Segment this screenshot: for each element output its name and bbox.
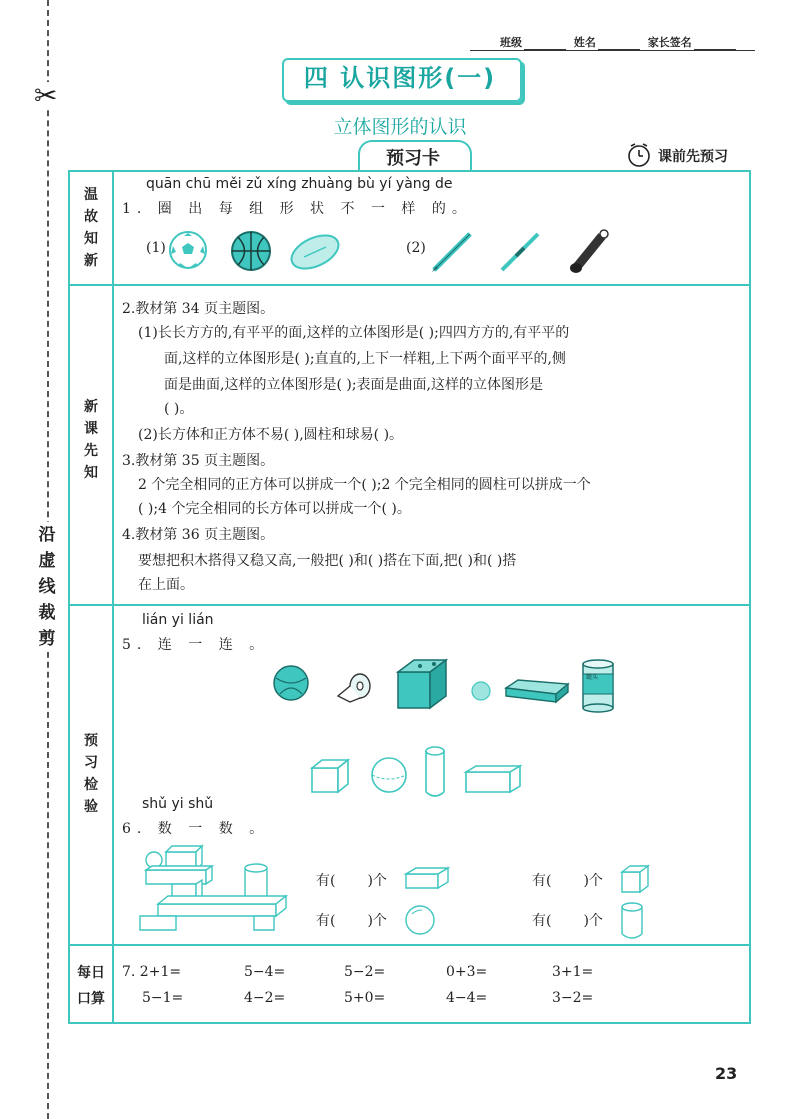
q2-line5: (2)长方体和正方体不易( ),圆柱和球易( )。 (138, 427, 404, 443)
q7-r1-c1: 7. 2+1= (122, 964, 182, 980)
book-object-icon (504, 676, 570, 706)
q3-line2: ( );4 个完全相同的长方体可以拼成一个( )。 (138, 501, 411, 517)
parent-signature-label: 家长签名 (647, 36, 692, 49)
review-label-text: 温故知新 (84, 187, 98, 269)
block-tower-illustration (136, 842, 286, 938)
have-text: 有( (316, 873, 336, 889)
q7-r2-c4: 4−4= (446, 990, 488, 1006)
q2-line2: 面,这样的立体图形是( );直直的,上下一样粗,上下两个面平平的,侧 (164, 351, 566, 367)
name-blank[interactable] (598, 39, 640, 50)
have-text: 有( (316, 913, 336, 929)
sphere-shape-icon (370, 756, 408, 794)
row-divider-3 (68, 944, 751, 946)
q7-r1-c3: 5−2= (344, 964, 386, 980)
q2-title: 2.教材第 34 页主题图。 (122, 301, 275, 317)
q5-pinyin: lián yi lián (142, 612, 214, 628)
section-label-new-lesson (70, 396, 112, 484)
preview-tag: 课前先预习 (658, 149, 728, 165)
class-label: 班级 (500, 36, 522, 49)
box-object-icon (394, 658, 450, 712)
q2-line1: (1)长长方方的,有平平的面,这样的立体图形是( );四四方方的,有平平的 (138, 325, 570, 341)
cuboid-shape-icon (464, 764, 522, 794)
q7-r1-c2: 5−4= (244, 964, 286, 980)
q1-text: 1. 圈 出 每 组 形 状 不 一 样 的。 (122, 201, 472, 217)
sphere-count-icon (404, 904, 436, 936)
tissue-roll-icon (334, 670, 376, 706)
cylinder-count-icon (620, 902, 644, 940)
scroll-icon (568, 226, 612, 276)
have-text: 有( (532, 913, 552, 929)
column-divider (112, 170, 114, 1024)
cylinder-shape-icon (424, 746, 446, 798)
unit-title: 四 认识图形(一) (303, 64, 497, 92)
q2-line4: ( )。 (164, 401, 194, 417)
can-label: 罐头 (586, 674, 599, 681)
q1-pinyin: quān chū měi zǔ xíng zhuàng bù yí yàng de (146, 176, 453, 192)
q6-sphere-have (316, 910, 387, 930)
new-lesson-label-text: 新课先知 (84, 399, 98, 481)
q6-cuboid-have (316, 870, 387, 890)
q7-r1-c4: 0+3= (446, 964, 488, 980)
q1-group2-label: (2) (406, 240, 426, 256)
name-label: 姓名 (573, 36, 596, 49)
student-info-fields (500, 34, 740, 50)
q7-r2-c3: 5+0= (344, 990, 386, 1006)
basketball-icon (230, 230, 272, 272)
unit-text: )个 (367, 873, 387, 889)
header-rule (470, 50, 755, 51)
page-number: 23 (715, 1064, 738, 1083)
rugby-ball-icon (288, 232, 342, 272)
q6-pinyin: shǔ yi shǔ (142, 796, 214, 812)
small-ball-icon (470, 680, 492, 702)
q7-r2-c2: 4−2= (244, 990, 286, 1006)
section-label-check (70, 730, 112, 818)
q5-text: 5. 连 一 连 。 (122, 637, 270, 653)
q6-text: 6. 数 一 数 。 (122, 821, 270, 837)
q3-title: 3.教材第 35 页主题图。 (122, 453, 275, 469)
cube-shape-icon (310, 758, 350, 794)
q6-cylinder-have (532, 910, 603, 930)
q2-line3: 面是曲面,这样的立体图形是( );表面是曲面,这样的立体图形是 (164, 377, 543, 393)
cuboid-count-icon (404, 866, 450, 890)
can-object-icon (580, 658, 616, 714)
q6-cube-have (532, 870, 603, 890)
unit-text: )个 (583, 913, 603, 929)
pencil-icon (430, 230, 474, 274)
daily-label-text: 每日口算 (77, 965, 105, 1007)
q4-line2: 在上面。 (138, 577, 194, 593)
row-divider-2 (68, 604, 751, 606)
q7-r1-c5: 3+1= (552, 964, 594, 980)
lesson-title: 立体图形的认识 (333, 116, 467, 138)
unit-text: )个 (367, 913, 387, 929)
q7-r2-c5: 3−2= (552, 990, 594, 1006)
class-blank[interactable] (524, 39, 566, 50)
check-label-text: 预习检验 (84, 733, 98, 815)
scissors-icon: ✂ (34, 79, 58, 112)
row-divider-1 (68, 284, 751, 286)
q7-r2-c1: 5−1= (142, 990, 184, 1006)
clock-icon (626, 142, 652, 168)
cut-label: 沿虚线裁剪 (34, 522, 60, 652)
section-label-review (70, 184, 112, 272)
q1-group1-label: (1) (146, 240, 166, 256)
q4-title: 4.教材第 36 页主题图。 (122, 527, 275, 543)
stick-icon (498, 230, 542, 274)
soccer-ball-icon (168, 230, 208, 270)
unit-text: )个 (583, 873, 603, 889)
ball-object-icon (272, 664, 310, 702)
q3-line1: 2 个完全相同的正方体可以拼成一个( );2 个完全相同的圆柱可以拼成一个 (138, 477, 591, 493)
have-text: 有( (532, 873, 552, 889)
q4-line1: 要想把积木搭得又稳又高,一般把( )和( )搭在下面,把( )和( )搭 (138, 553, 517, 569)
section-label-daily (70, 960, 112, 1012)
cube-count-icon (620, 864, 650, 894)
card-title: 预习卡 (386, 148, 440, 169)
parent-signature-blank[interactable] (694, 39, 736, 50)
